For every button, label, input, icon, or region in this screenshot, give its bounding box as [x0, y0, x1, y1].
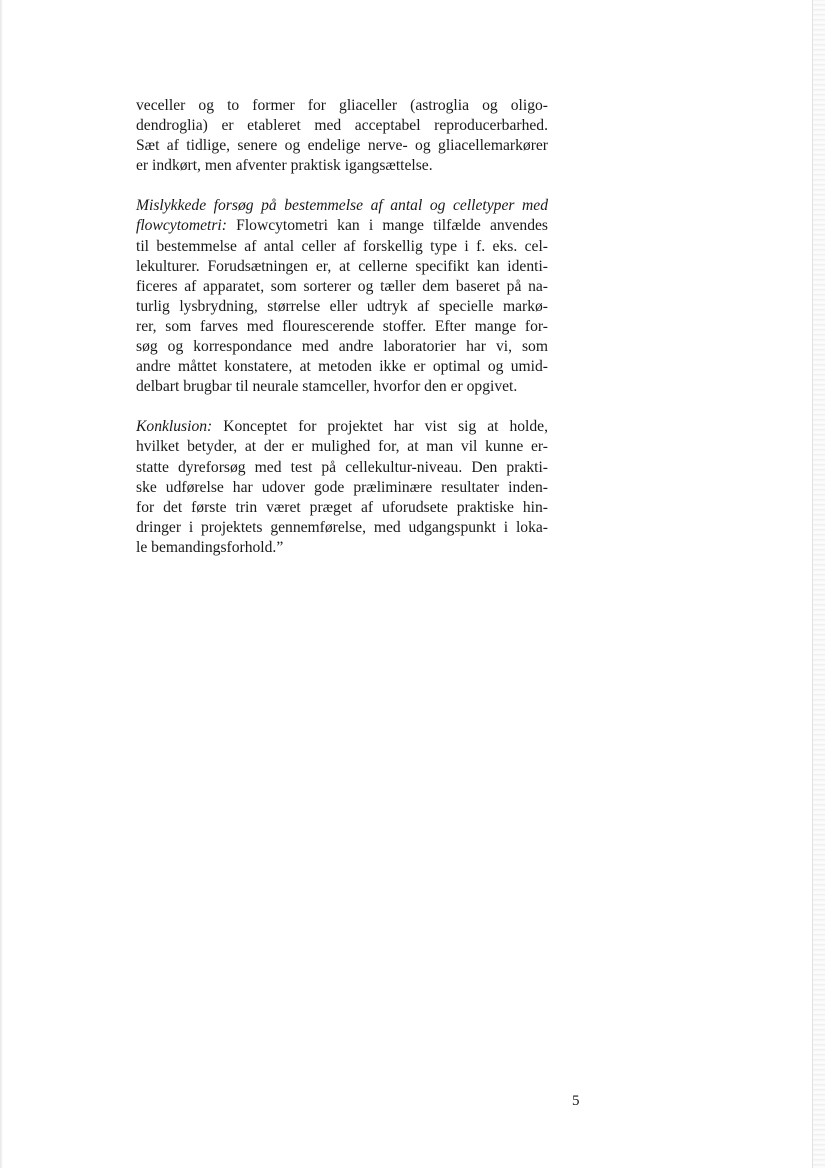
text-line: andre måttet konstatere, at metoden ikke er optimal og umid- [136, 358, 548, 376]
text-line: veceller og to former for gliaceller (astroglia og oligo- [136, 97, 548, 114]
text-line: dringer i projektets gennemførelse, med udgangspunkt i loka- [136, 518, 548, 536]
scan-left-edge [0, 0, 3, 1168]
text-line [136, 417, 548, 437]
text-line: statte dyreforsøg med test på cellekultur-niveau. Den prakti- [136, 458, 548, 476]
text-line: turlig lysbrydning, størrelse eller udtryk af specielle markø- [136, 297, 548, 315]
text-line: delbart brugbar til neurale stamceller, hvorfor den er opgivet. [136, 378, 518, 396]
text-line: dendroglia) er etableret med acceptabel reproducerbarhed. [136, 117, 548, 135]
text-line: ske udførelse har udover gode præliminære resultater inden- [136, 478, 548, 496]
section-heading-conclusion: Konklusion: [136, 418, 213, 436]
text-line: rer, som farves med flourescerende stoffer. Efter mange for- [136, 317, 548, 335]
text-line: for det første trin været præget af uforudsete praktiske hin- [136, 498, 548, 516]
page-number: 5 [572, 1093, 580, 1109]
text-line: søg og korrespondance med andre laboratorier har vi, som [136, 338, 548, 356]
text-fragment: Flowcytometri kan i mange tilfælde anvendes [226, 217, 548, 235]
document-body [136, 96, 548, 578]
section-heading-flowcytometry: flowcytometri: [136, 217, 227, 235]
text-line: ficeres af apparatet, som sorterer og tæller dem baseret på na- [136, 277, 548, 295]
paragraph-cell-differentiation [136, 96, 548, 176]
text-line: Sæt af tidlige, senere og endelige nerve- og gliacellemarkører [136, 137, 548, 155]
paragraph-conclusion [136, 417, 548, 558]
text-line: hvilket betyder, at der er mulighed for, at man vil kunne er- [136, 438, 548, 456]
text-fragment: Konceptet for projektet har vist sig at holde, [212, 418, 548, 436]
text-line: le bemandingsforhold.” [136, 538, 284, 556]
scan-right-edge [812, 0, 825, 1168]
text-line: er indkørt, men afventer praktisk igangsættelse. [136, 157, 433, 175]
text-line: lekulturer. Forudsætningen er, at cellerne specifikt kan identi- [136, 257, 548, 275]
text-line [136, 216, 548, 236]
text-line [136, 196, 548, 216]
section-heading-failed-attempts: Mislykkede forsøg på bestemmelse af antal og celletyper med [136, 197, 548, 215]
paragraph-flowcytometry [136, 196, 548, 397]
text-line: til bestemmelse af antal celler af forskellig type i f. eks. cel- [136, 237, 548, 255]
